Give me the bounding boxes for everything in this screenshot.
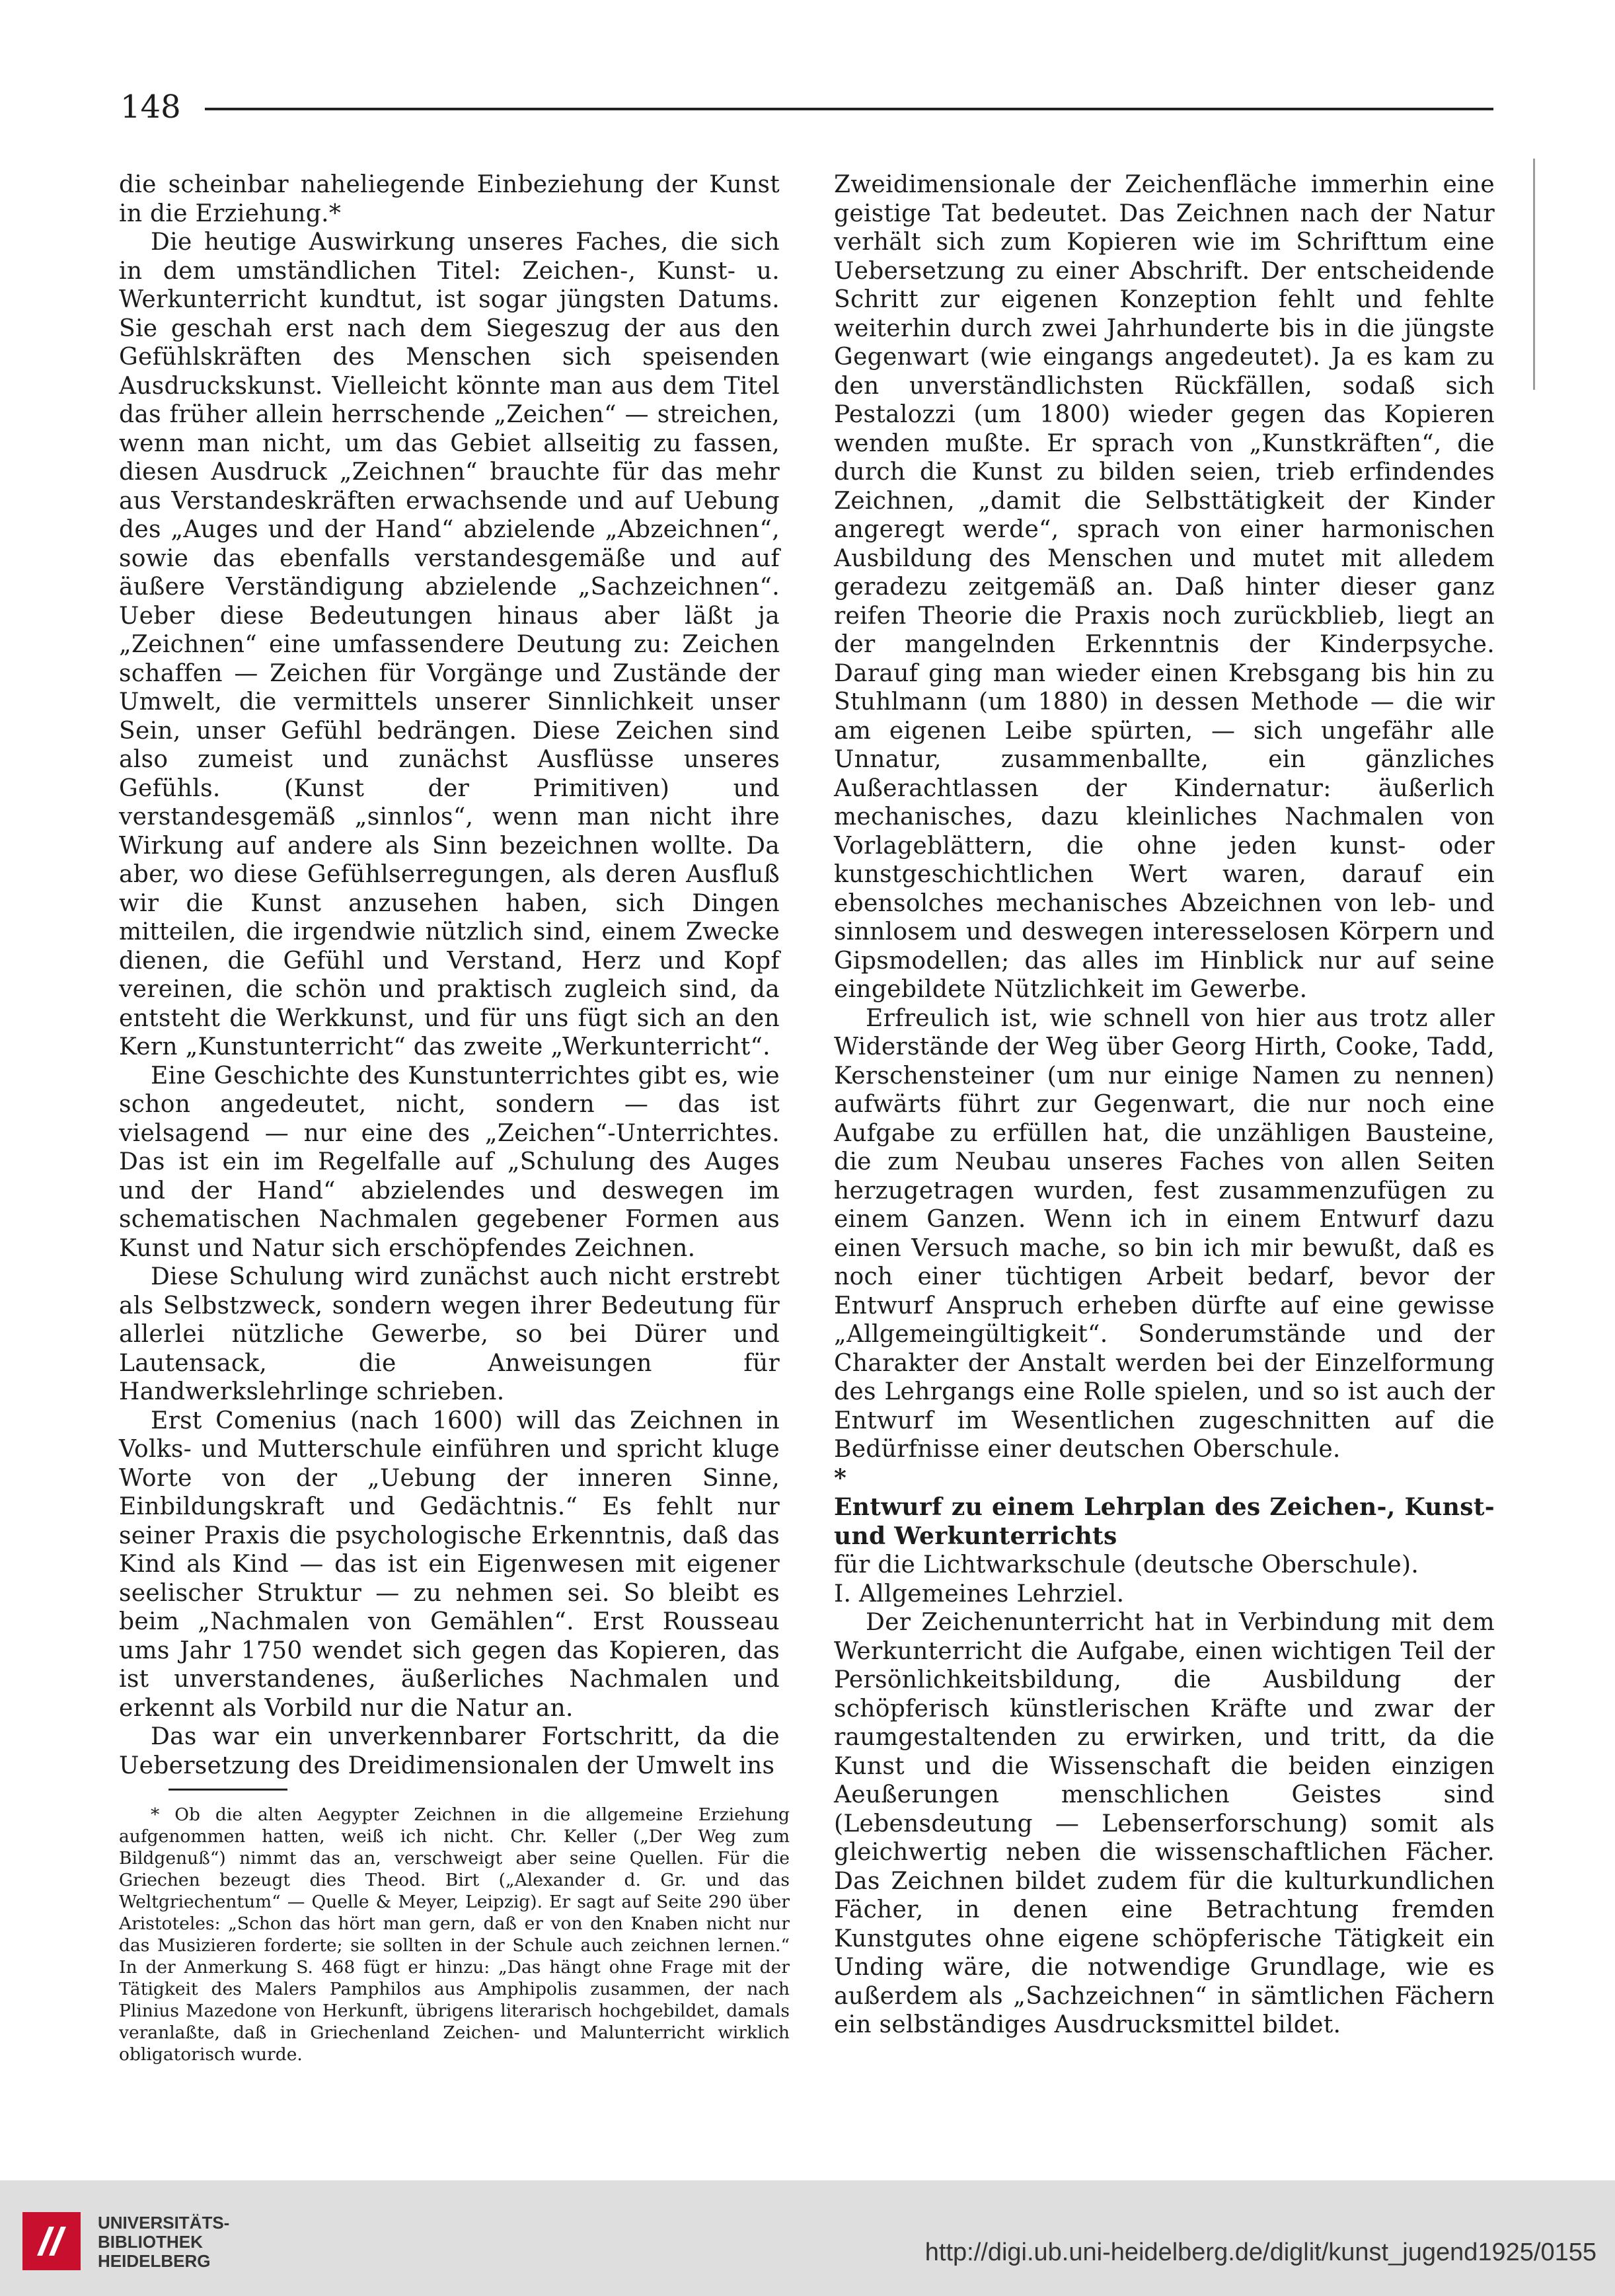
section-subtitle: für die Lichtwarkschule (deutsche Oberschule). xyxy=(834,1551,1419,1578)
left-column xyxy=(119,170,780,1780)
section-separator: * xyxy=(834,1463,847,1492)
footnote-rule xyxy=(169,1789,287,1791)
scan-edge-mark xyxy=(1533,159,1535,390)
library-name-line: HEIDELBERG xyxy=(98,2251,211,2271)
page-number: 148 xyxy=(120,89,181,126)
paragraph: Erst Comenius (nach 1600) will das Zeichnen in Volks- und Mutterschule einführen und spricht kluge Worte von der „Uebung der inneren Sinne, Einbildungskraft und Gedächtnis.“ Es fehlt nur seiner Praxis die psychologische Erkenntnis, daß das Kind als Kind — das ist ein Eigenwesen mit eigener seelischer Struktur — zu nehmen sei. So bleibt es beim „Nachmalen von Gemählen“. Erst Rousseau ums Jahr 1750 wendet sich gegen das Kopieren, das ist unverstandenes, äußerliches Nachmalen und erkennt als Vorbild nur die Natur an. xyxy=(119,1407,780,1722)
paragraph: Das war ein unverkennbarer Fortschritt, da die Uebersetzung des Dreidimensionalen der Umwelt ins xyxy=(119,1723,780,1779)
library-name xyxy=(98,2213,229,2271)
paragraph: die scheinbar naheliegende Einbeziehung der Kunst in die Erziehung.* xyxy=(119,171,780,227)
paragraph: Die heutige Auswirkung unseres Faches, die sich in dem umständlichen Titel: Zeichen-, Kunst- u. Werkunterricht kundtut, ist sogar jüngsten Datums. Sie geschah erst nach dem Siegeszug der aus den Gefühlskräften des Menschen sich speisenden Ausdruckskunst. Vielleicht könnte man aus dem Titel das früher allein herrschende „Zeichen“ — streichen, wenn man nicht, um das Gebiet allseitig zu fassen, diesen Ausdruck „Zeichnen“ brauchte für das mehr aus Verstandeskräften erwachsende und auf Uebung des „Auges und der Hand“ abzielende „Abzeichnen“, sowie das ebenfalls verstandesgemäße und auf äußere Verständigung abzielende „Sachzeichnen“. Ueber diese Bedeutungen hinaus aber läßt ja „Zeichnen“ eine umfassendere Deutung zu: Zeichen schaffen — Zeichen für Vorgänge und Zustände der Umwelt, die vermittels unserer Sinnlichkeit unser Sein, unser Gefühl bedrängen. Diese Zeichen sind also zumeist und zunächst Ausflüsse unseres Gefühls. (Kunst der Primitiven) und verstandesgemäß „sinnlos“, wenn man nicht ihre Wirkung auf andere als Sinn bezeichnen wollte. Da aber, wo diese Gefühlserregungen, als deren Ausfluß wir die Kunst anzusehen haben, sich Dingen mitteilen, die irgendwie nützlich sind, einem Zwecke dienen, die Gefühl und Verstand, Herz und Kopf vereinen, die schön und praktisch zugleich sind, da entsteht die Werkkunst, und für uns fügt sich an den Kern „Kunstunterricht“ das zweite „Werkunterricht“. xyxy=(119,229,780,1060)
library-footer xyxy=(0,2180,1615,2296)
paragraph: Zweidimensionale der Zeichenfläche immerhin eine geistige Tat bedeutet. Das Zeichnen nach der Natur verhält sich zum Kopieren wie im Schrifttum eine Uebersetzung zu einer Abschrift. Der entscheidende Schritt zur eigenen Konzeption fehlt und fehlte weiterhin durch zwei Jahrhunderte bis in die jüngste Gegenwart (wie eingangs angedeutet). Ja es kam zu den unverständlichsten Rückfällen, sodaß sich Pestalozzi (um 1800) wieder gegen das Kopieren wenden mußte. Er sprach von „Kunstkräften“, die durch die Kunst zu bilden seien, trieb erfindendes Zeichnen, „damit die Selbsttätigkeit der Kinder angeregt werde“, sprach von einer harmonischen Ausbildung des Menschen und mutet mit alledem geradezu zeitgemäß an. Daß hinter dieser ganz reifen Theorie die Praxis noch zurückblieb, liegt an der mangelnden Erkenntnis der Kinderpsyche. Darauf ging man wieder einen Krebsgang bis hin zu Stuhlmann (um 1880) in dessen Methode — die wir am eigenen Leibe spürten, — sich ungefähr alle Unnatur, zusammenballte, ein gänzliches Außerachtlassen der Kindernatur: äußerlich mechanisches, dazu kleinliches Nachmalen von Vorlageblättern, die ohne jeden kunst- oder kunstgeschichtlichen Wert waren, darauf ein ebensolches mechanisches Abzeichnen von leb- und sinnlosem und deswegen interesselosen Körpern und Gipsmodellen; das alles im Hinblick nur auf seine eingebildete Nützlichkeit im Gewerbe. xyxy=(834,171,1495,1003)
library-logo-icon xyxy=(22,2212,81,2270)
section-heading: I. Allgemeines Lehrziel. xyxy=(834,1580,1125,1608)
section-title: Entwurf zu einem Lehrplan des Zeichen-, Kunst- und Werkunterrichts xyxy=(834,1493,1495,1550)
library-name-line: BIBLIOTHEK xyxy=(98,2232,203,2252)
footnote: * Ob die alten Aegypter Zeichnen in die allgemeine Erziehung aufgenommen hatten, weiß ich nicht. Chr. Keller („Der Weg zum Bildgenuß“) nimmt das an, verschweigt aber seine Quellen. Für die Griechen bezeugt dies Theod. Birt („Alexander d. Gr. und das Weltgriechentum“ — Quelle & Meyer, Leipzig). Er sagt auf Seite 290 über Aristoteles: „Schon das hört man gern, daß er von den Knaben nicht nur das Musizieren forderte; sie sollten in der Schule auch zeichnen lernen.“ In der Anmerkung S. 468 fügt er hinzu: „Das hängt ohne Frage mit der Tätigkeit des Malers Pamphilos aus Amphipolis zusammen, der nach Plinius Mazedone von Herkunft, übrigens literarisch hochgebildet, damals veranlaßte, daß in Griechenland Zeichen- und Malunterricht wirklich obligatorisch wurde. xyxy=(119,1804,790,2065)
library-name-line: UNIVERSITÄTS- xyxy=(98,2213,230,2233)
paragraph: Erfreulich ist, wie schnell von hier aus trotz aller Widerstände der Weg über Georg Hirth, Cooke, Tadd, Kerschensteiner (um nur einige Namen zu nennen) aufwärts führt zur Gegenwart, die nur noch eine Aufgabe zu erfüllen hat, die unzähligen Bausteine, die zum Neubau unseres Faches von allen Seiten herzugetragen wurden, fest zusammenzufügen zu einem Ganzen. Wenn ich in einem Entwurf dazu einen Versuch mache, so bin ich mir bewußt, daß es noch einer tüchtigen Arbeit bedarf, bevor der Entwurf Anspruch erheben dürfte auf eine gewisse „Allgemeingültigkeit“. Sonderumstände und der Charakter der Anstalt werden bei der Einzelformung des Lehrgangs eine Rolle spielen, und so ist auch der Entwurf im Wesentlichen zugeschnitten auf die Bedürfnisse einer deutschen Oberschule. xyxy=(834,1004,1495,1463)
paragraph: Eine Geschichte des Kunstunterrichtes gibt es, wie schon angedeutet, nicht, sondern — das ist vielsagend — nur eine des „Zeichen“-Unterrichtes. Das ist ein im Regelfalle auf „Schulung des Auges und der Hand“ abzielendes und deswegen im schematischen Nachmalen gegebener Formen aus Kunst und Natur sich erschöpfendes Zeichnen. xyxy=(119,1062,780,1262)
header-rule xyxy=(205,108,1493,110)
right-column xyxy=(834,170,1495,2040)
source-url-link[interactable]: http://digi.ub.uni-heidelberg.de/diglit/kunst_jugend1925/0155 xyxy=(924,2239,1596,2266)
paragraph: Diese Schulung wird zunächst auch nicht erstrebt als Selbstzweck, sondern wegen ihrer Bedeutung für allerlei nützliche Gewerbe, so bei Dürer und Lautensack, die Anweisungen für Handwerkslehrlinge schrieben. xyxy=(119,1263,780,1405)
paragraph: Der Zeichenunterricht hat in Verbindung mit dem Werkunterricht die Aufgabe, einen wichtigen Teil der Persönlichkeitsbildung, die Ausbildung der schöpferisch künstlerischen Kräfte und zwar der raumgestaltenden zu erwirken, und tritt, da die Kunst und die Wissenschaft die beiden einzigen Aeußerungen menschlichen Geistes sind (Lebensdeutung — Lebenserforschung) somit als gleichwertig neben die wissenschaftlichen Fächer. Das Zeichnen bildet zudem für die kulturkundlichen Fächer, in denen eine Betrachtung fremden Kunstgutes ohne eigene schöpferische Tätigkeit ein Unding wäre, die notwendige Grundlage, wie es außerdem als „Sachzeichnen“ in sämtlichen Fächern ein selbständiges Ausdrucksmittel bildet. xyxy=(834,1609,1495,2038)
